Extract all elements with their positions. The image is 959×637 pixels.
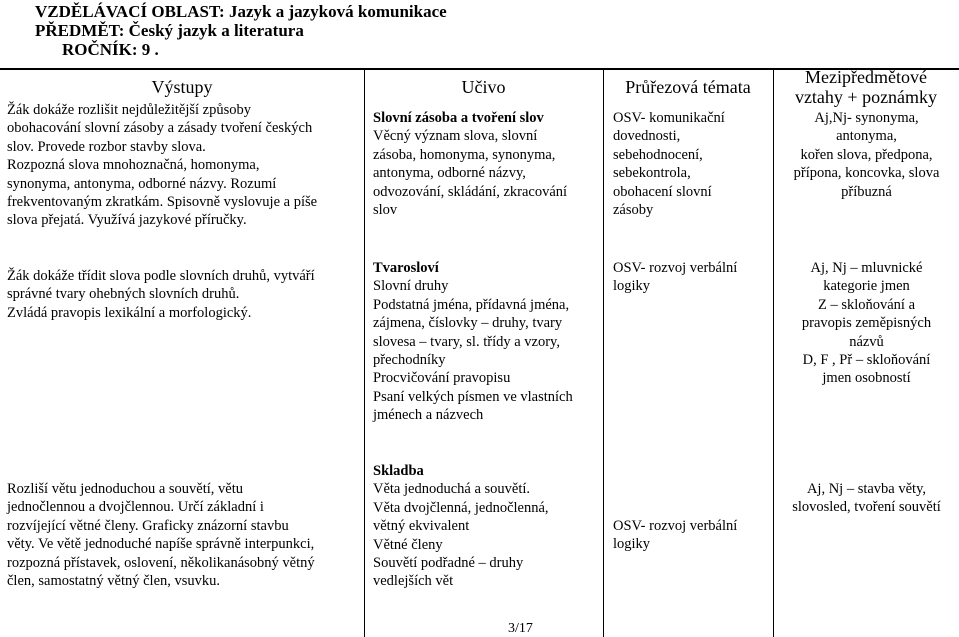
- row2-vztahy: [774, 259, 959, 388]
- row1-temata-line: sebekontrola,: [613, 165, 691, 182]
- row1-vztahy: [774, 109, 959, 201]
- row3-ucivo-line: Věta jednoduchá a souvětí.: [373, 481, 531, 498]
- row1-temata-line: OSV- komunikační: [613, 110, 725, 126]
- row3-vztahy-line: Aj, Nj – stavba věty,: [806, 481, 927, 497]
- row2-vystupy-line: Žák dokáže třídit slova podle slovních druhů, vytváří: [7, 268, 315, 284]
- row3-vystupy-line: člen, samostatný větný člen, vsuvku.: [7, 573, 221, 590]
- row3-vystupy-line: Rozliší větu jednoduchou a souvětí, větu: [7, 481, 243, 497]
- row2-temata: [613, 259, 771, 296]
- row2-ucivo-line: Psaní velkých písmen ve vlastních: [373, 388, 573, 405]
- row3-ucivo-line: Větné členy: [373, 536, 443, 553]
- row2-vystupy-line: Zvládá pravopis lexikální a morfologický.: [7, 304, 252, 321]
- row1-temata-line: sebehodnocení,: [613, 146, 703, 163]
- row2-vztahy-line: Z – skloňování a: [817, 296, 916, 313]
- row1-temata: [613, 109, 771, 219]
- row3-ucivo: [373, 462, 601, 591]
- row1-vystupy-line: Žák dokáže rozlišit nejdůležitější způsoby: [7, 102, 252, 118]
- row2-vztahy-line: Aj, Nj – mluvnické: [810, 260, 923, 276]
- row2-ucivo-line: Podstatná jména, přídavná jména,: [373, 296, 570, 313]
- row3-temata-line: OSV- rozvoj verbální: [613, 518, 738, 534]
- row1-ucivo-title: Slovní zásoba a tvoření slov: [373, 110, 544, 126]
- row3-vztahy-line: slovosled, tvoření souvětí: [792, 499, 941, 516]
- row2-vystupy: [7, 267, 362, 322]
- row3-vystupy-line: rozpozná přístavek, oslovení, několikanásobný větný: [7, 554, 315, 571]
- row1-temata-line: zásoby: [613, 202, 654, 219]
- page-number: 3/17: [508, 621, 533, 636]
- row2-ucivo-title: Tvarosloví: [373, 260, 439, 276]
- row1-vystupy: [7, 101, 362, 230]
- column-header-vystupy: Výstupy: [151, 77, 213, 97]
- row1-vystupy-line: slova přejatá. Využívá jazykové příručky.: [7, 212, 247, 229]
- row1-vztahy-line: kořen slova, předpona,: [800, 146, 933, 163]
- column-header-ucivo: Učivo: [461, 77, 506, 97]
- row3-ucivo-line: Souvětí podřadné – druhy: [373, 555, 524, 572]
- row3-ucivo-title: Skladba: [373, 463, 424, 479]
- row1-vztahy-line: přípona, koncovka, slova: [793, 165, 940, 182]
- row1-vystupy-line: synonyma, antonyma, odborné názvy. Rozumí: [7, 175, 277, 192]
- row2-ucivo-line: Slovní druhy: [373, 278, 449, 295]
- row3-ucivo-line: Věta dvojčlenná, jednočlenná,: [373, 499, 549, 516]
- row3-vystupy-line: věty. Ve větě jednoduché napíše správně interpunkci,: [7, 536, 315, 553]
- row3-vztahy: [774, 480, 959, 517]
- row1-ucivo-line: odvozování, skládání, zkracování: [373, 183, 568, 200]
- row3-temata-line: logiky: [613, 536, 651, 553]
- row1-temata-line: dovednosti,: [613, 128, 681, 145]
- row1-temata-line: obohacení slovní: [613, 183, 712, 200]
- row3-ucivo-line: větný ekvivalent: [373, 518, 470, 535]
- row3-temata: [613, 517, 771, 554]
- row1-vztahy-line: antonyma,: [836, 128, 897, 145]
- row2-vztahy-line: D, F , Př – skloňování: [802, 352, 931, 369]
- row2-vztahy-line: kategorie jmen: [823, 278, 910, 295]
- row1-ucivo-line: slov: [373, 202, 398, 219]
- row1-ucivo-line: Věcný význam slova, slovní: [373, 128, 538, 145]
- header-grade: ROČNÍK: 9 .: [62, 40, 159, 59]
- column-header-temata: Průřezová témata: [625, 77, 751, 97]
- row1-ucivo: [373, 109, 601, 219]
- row2-temata-line: logiky: [613, 278, 651, 295]
- row1-vztahy-line: příbuzná: [841, 183, 892, 200]
- row2-ucivo: [373, 259, 601, 425]
- row3-vystupy-line: rozvíjející větné členy. Graficky znázorní stavbu: [7, 517, 289, 534]
- row2-ucivo-line: Procvičování pravopisu: [373, 370, 511, 387]
- document-header: [35, 2, 447, 59]
- row1-vztahy-line: Aj,Nj- synonyma,: [814, 110, 919, 126]
- row2-ucivo-line: přechodníky: [373, 352, 446, 369]
- row1-vystupy-line: slov. Provede rozbor stavby slova.: [7, 138, 206, 155]
- row2-temata-line: OSV- rozvoj verbální: [613, 260, 738, 276]
- row2-ucivo-line: jménech a názvech: [373, 407, 484, 424]
- column-header-vztahy: [773, 67, 959, 107]
- row2-ucivo-line: zájmena, číslovky – druhy, tvary: [373, 315, 563, 332]
- row1-ucivo-line: zásoba, homonyma, synonyma,: [373, 146, 556, 163]
- row2-vztahy-line: pravopis zeměpisných: [801, 315, 932, 332]
- row2-vystupy-line: správné tvary ohebných slovních druhů.: [7, 286, 240, 303]
- row3-vystupy-line: jednočlennou a dvojčlennou. Určí základní i: [7, 499, 264, 516]
- row1-ucivo-line: antonyma, odborné názvy,: [373, 165, 526, 182]
- row1-vystupy-line: obohacování slovní zásoby a zásady tvoření českých: [7, 120, 313, 137]
- header-area: VZDĚLÁVACÍ OBLAST: Jazyk a jazyková komunikace: [35, 2, 447, 21]
- row2-vztahy-line: jmen osobností: [822, 370, 911, 387]
- row2-ucivo-line: slovesa – tvary, sl. třídy a vzory,: [373, 333, 560, 350]
- row3-vystupy: [7, 480, 362, 590]
- row3-ucivo-line: vedlejších vět: [373, 573, 454, 590]
- column-divider-2: [603, 68, 604, 637]
- row1-vystupy-line: Rozpozná slova mnohoznačná, homonyma,: [7, 157, 260, 174]
- column-header-vztahy-line1: Mezipředmětové: [805, 67, 927, 87]
- row1-vystupy-line: frekventovaným zkratkám. Spisovně vyslovuje a píše: [7, 194, 318, 211]
- column-header-vztahy-line2: vztahy + poznámky: [794, 87, 938, 107]
- row2-vztahy-line: názvů: [849, 333, 884, 350]
- column-divider-1: [364, 68, 365, 637]
- header-subject: PŘEDMĚT: Český jazyk a literatura: [35, 21, 304, 40]
